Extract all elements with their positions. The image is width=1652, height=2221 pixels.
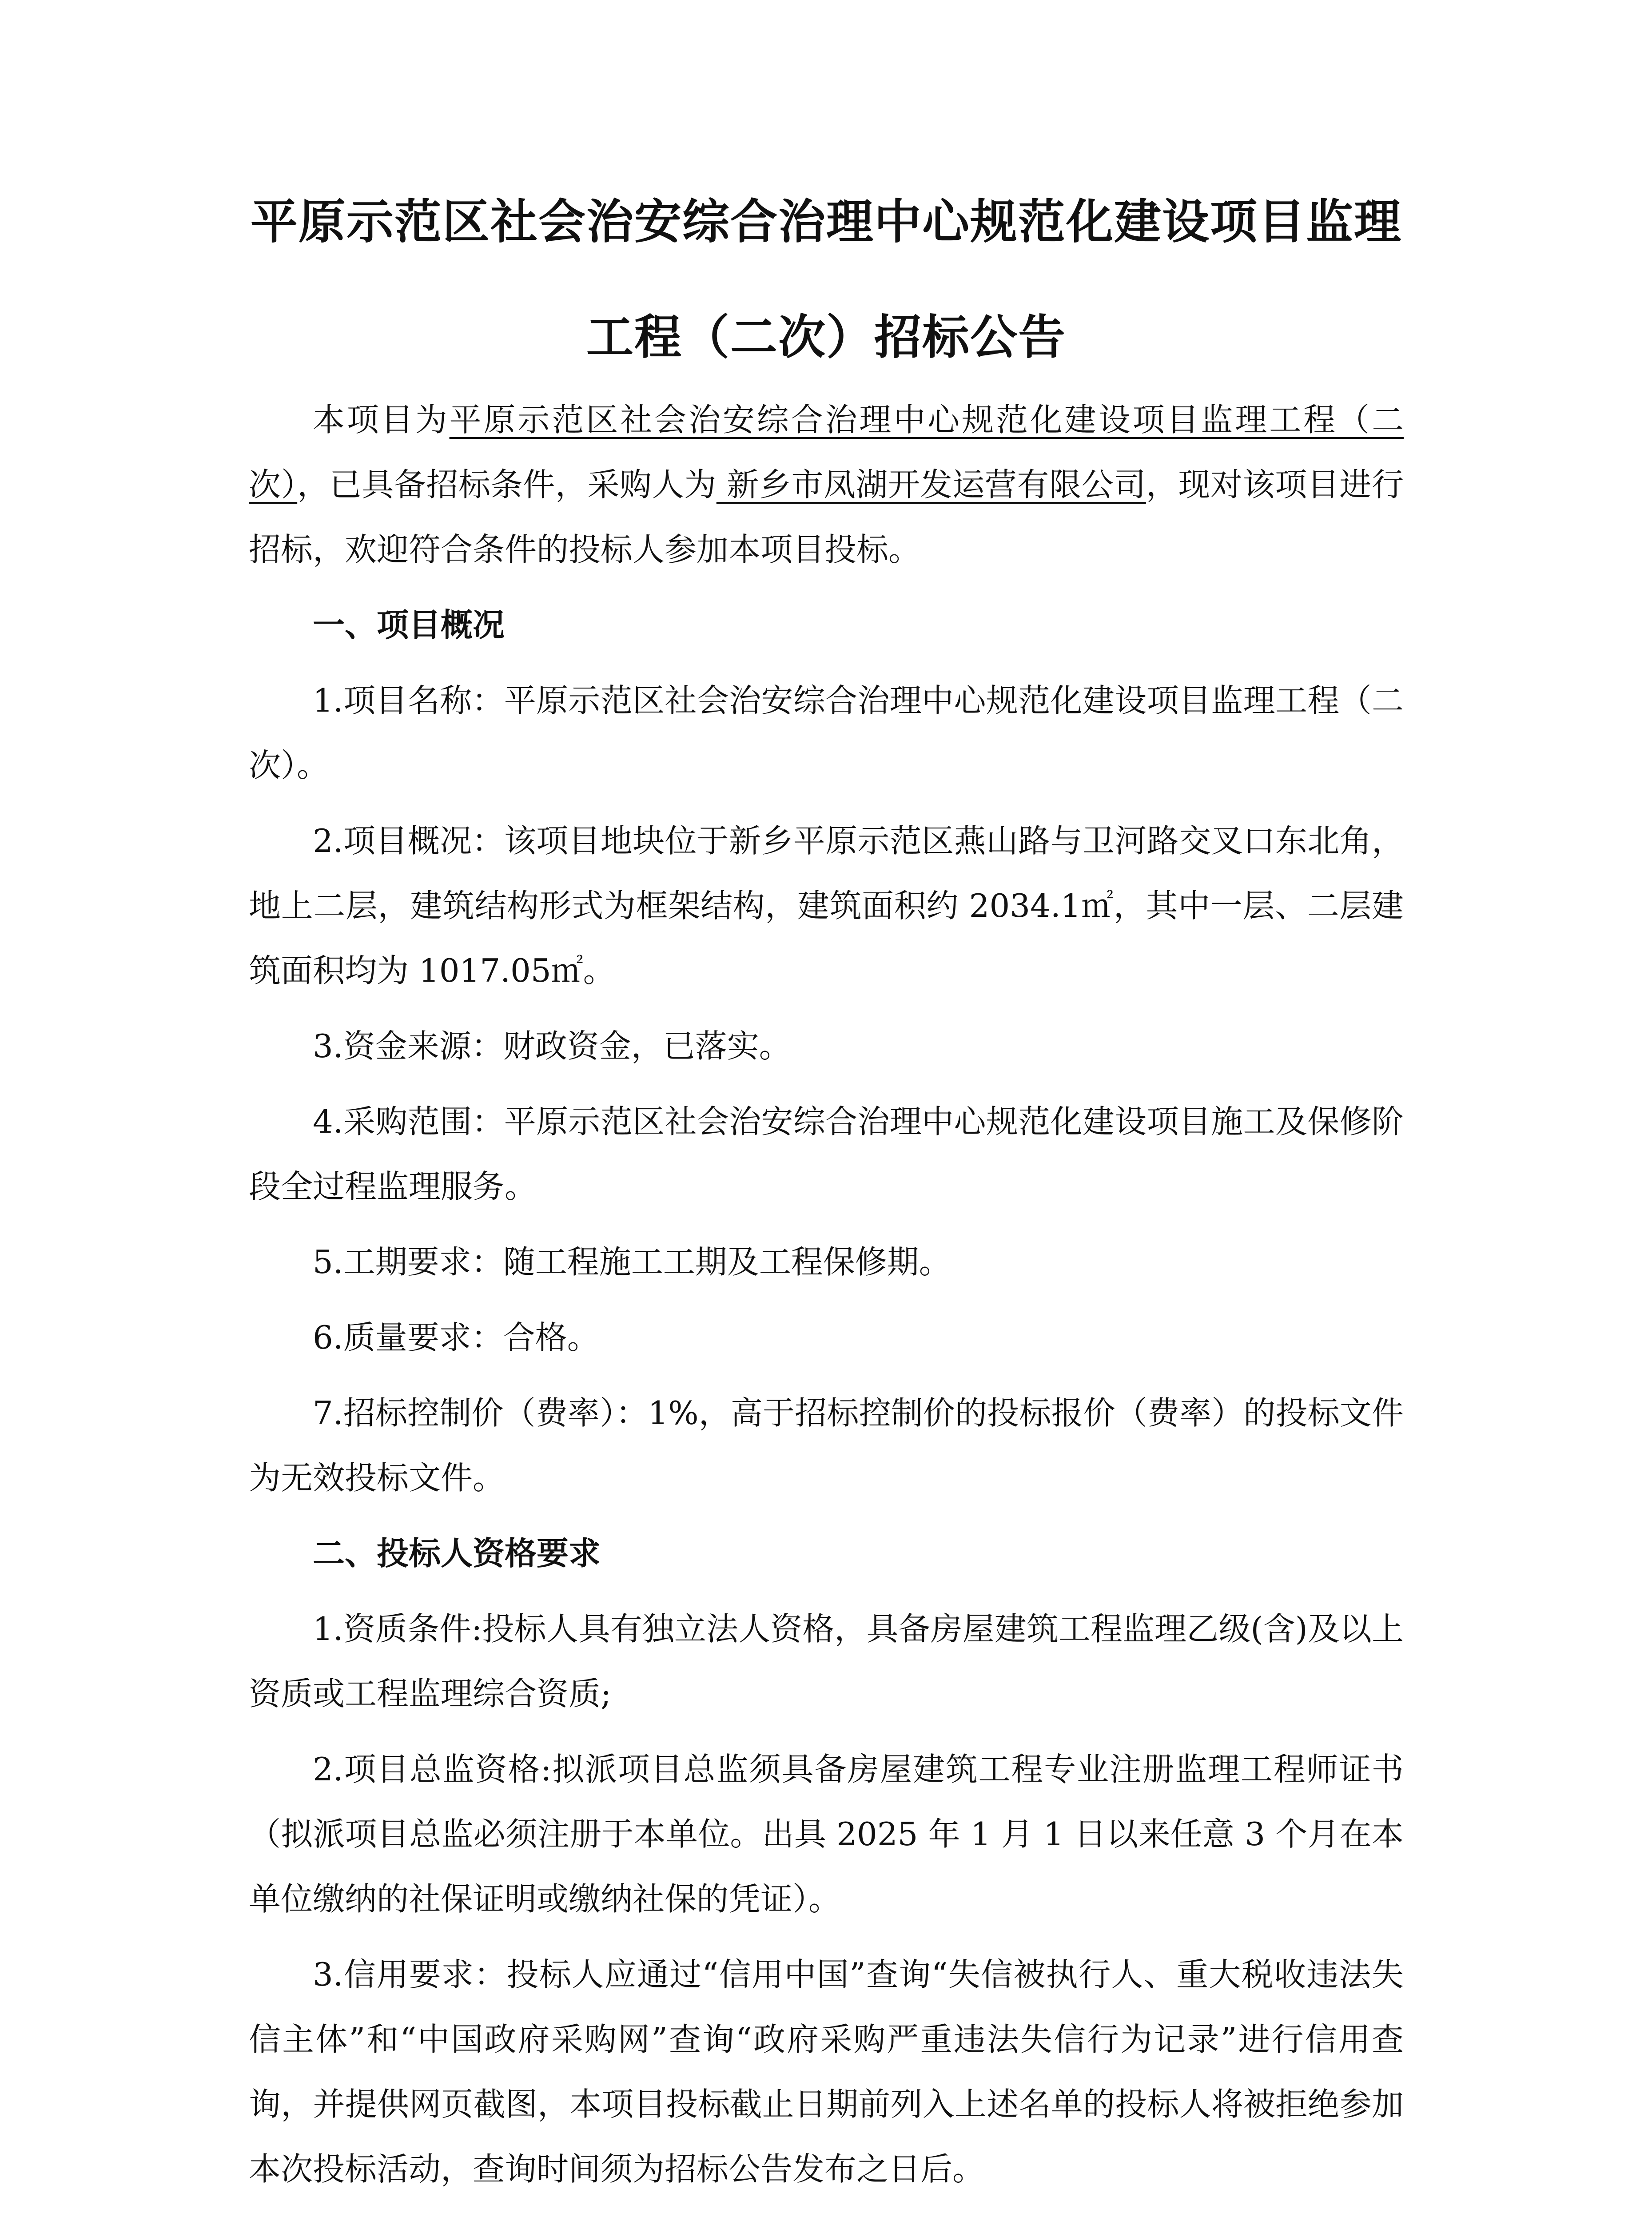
document-page: [249, 195, 1404, 2212]
section2-item: 2.项目总监资格:拟派项目总监须具备房屋建筑工程专业注册监理工程师证书（拟派项目总监必须注册于本单位。出具 2025 年 1 月 1 日以来任意 3 个月在本单位缴纳的社保证明或缴纳社保的凭证）。: [249, 1751, 1404, 1918]
section2-item: 3.信用要求：投标人应通过“信用中国”查询“失信被执行人、重大税收违法失信主体”和“中国政府采购网”查询“政府采购严重违法失信行为记录”进行信用查询，并提供网页截图，本项目投标截止日期前列入上述名单的投标人将被拒绝参加本次投标活动，查询时间须为招标公告发布之日后。: [249, 1956, 1404, 2188]
section1-item: 2.项目概况：该项目地块位于新乡平原示范区燕山路与卫河路交叉口东北角，地上二层，建筑结构形式为框架结构，建筑面积约 2034.1㎡，其中一层、二层建筑面积均为 1017.05㎡。: [249, 822, 1404, 989]
intro-project-name: 平原示范区社会治安综合治理中心规范化建设项目监理工程（二次）: [249, 401, 1404, 503]
section1-item: 4.采购范围：平原示范区社会治安综合治理中心规范化建设项目施工及保修阶段全过程监理服务。: [249, 1103, 1404, 1205]
section1-heading: 一、项目概况: [313, 606, 505, 644]
intro-prefix: 本项目为: [313, 401, 450, 438]
section1-item: 1.项目名称：平原示范区社会治安综合治理中心规范化建设项目监理工程（二次）。: [249, 682, 1404, 784]
section1-item: 3.资金来源：财政资金，已落实。: [313, 1027, 791, 1065]
document-title-line1: 平原示范区社会治安综合治理中心规范化建设项目监理: [251, 195, 1402, 249]
intro-purchaser: 新乡市凤湖开发运营有限公司: [716, 466, 1146, 503]
document-title-line2: 工程（二次）招标公告: [586, 310, 1066, 365]
intro-middle: ，已具备招标条件，采购人为: [297, 466, 717, 503]
section2-item: 1.资质条件:投标人具有独立法人资格，具备房屋建筑工程监理乙级(含)及以上资质或工程监理综合资质;: [249, 1610, 1404, 1712]
intro-suffix: ，现对该项目进行招标，欢迎符合条件的投标人参加本项目投标。: [249, 466, 1404, 568]
section1-item: 5.工期要求：随工程施工工期及工程保修期。: [313, 1243, 951, 1281]
intro-paragraph: [249, 387, 1404, 582]
section1-item: 6.质量要求：合格。: [313, 1319, 599, 1356]
section1-item: 7.招标控制价（费率）：1%，高于招标控制价的投标报价（费率）的投标文件为无效投标文件。: [249, 1394, 1404, 1497]
section2-heading: 二、投标人资格要求: [313, 1535, 601, 1572]
